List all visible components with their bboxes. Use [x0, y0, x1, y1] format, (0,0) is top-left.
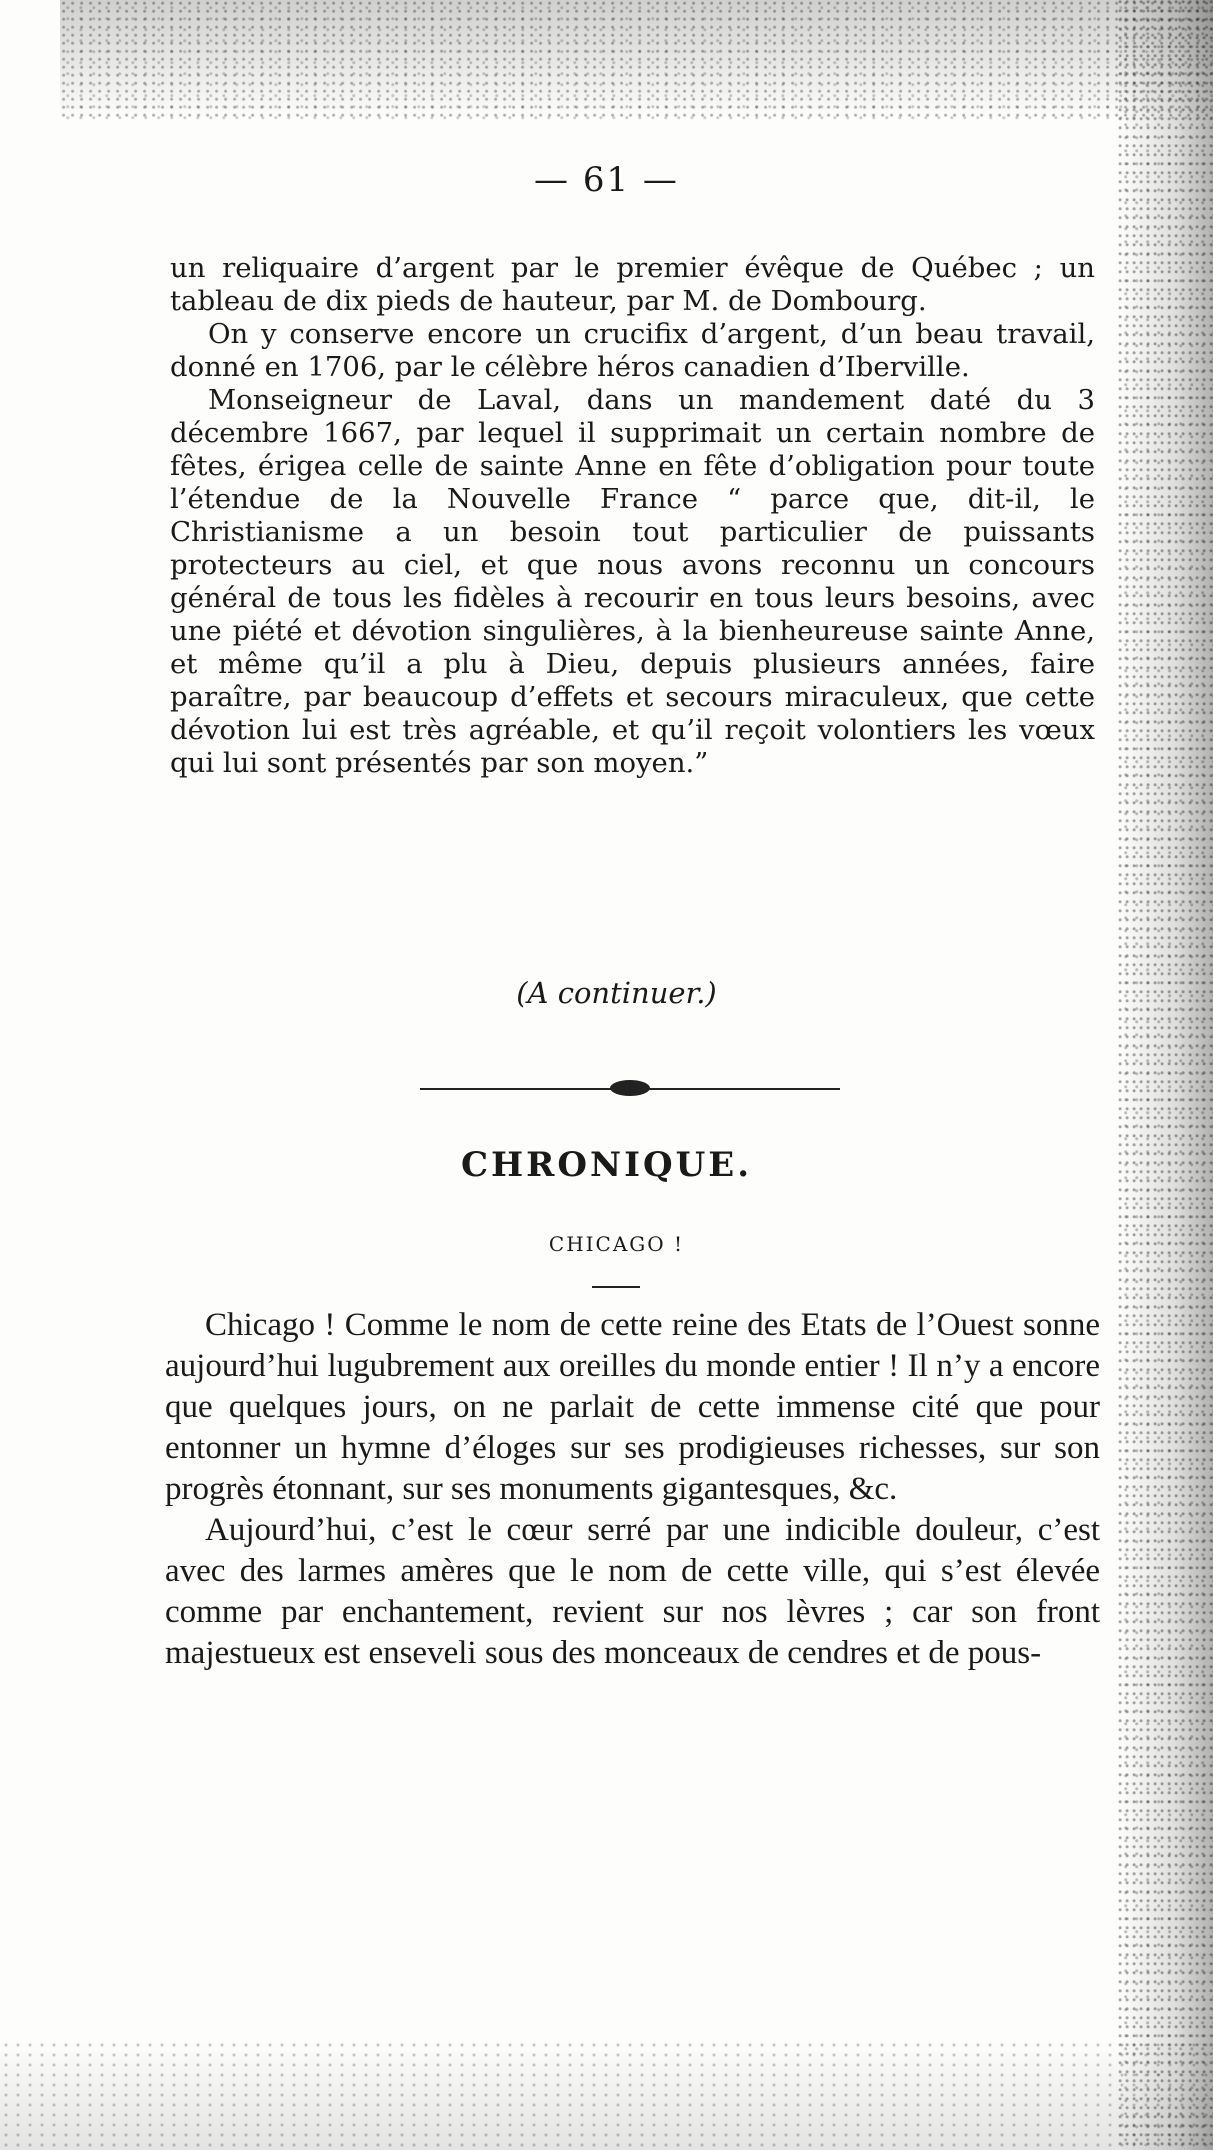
- page-number: — 61 —: [534, 160, 679, 200]
- divider-ornament-icon: [610, 1080, 650, 1096]
- paragraph-crucifix: On y conserve encore un crucifix d’argent, d’un beau travail, donné en 1706, par le célèbre héros canadien d’Iberville.: [170, 318, 1095, 383]
- scan-noise-top: [60, 0, 1213, 120]
- article-continuation: [170, 252, 1095, 780]
- paragraph-chicago: Chicago ! Comme le nom de cette reine des Etats de l’Ouest sonne aujourd’hui lugubrement aux oreilles du monde entier ! Il n’y a encore que quelques jours, on ne parlait de cette immense cité que pour entonner un hymne d’éloges sur ses prodigieuses richesses, sur son progrès étonnant, sur ses monuments gigantesques, &c.: [165, 1307, 1100, 1507]
- chronique-article: [165, 1305, 1100, 1674]
- article-subtitle: CHICAGO !: [548, 1232, 685, 1256]
- paragraph-aujourdhui: Aujourd’hui, c’est le cœur serré par une indicible douleur, c’est avec des larmes amères que le nom de cette ville, qui s’est élevée comme par enchantement, revient sur nos lèvres ; car son front majestueux est enseveli sous des monceaux de cendres et de pous-: [165, 1512, 1100, 1671]
- scan-noise-right: [1118, 0, 1213, 2150]
- paragraph-reliquaire: un reliquaire d’argent par le premier évêque de Québec ; un tableau de dix pieds de hauteur, par M. de Dombourg.: [170, 252, 1095, 317]
- subtitle-divider: [592, 1286, 640, 1288]
- section-title: CHRONIQUE.: [460, 1145, 753, 1185]
- paragraph-laval: Monseigneur de Laval, dans un mandement daté du 3 décembre 1667, par lequel il supprimait un certain nombre de fêtes, érigea celle de sainte Anne en fête d’obligation pour toute l’étendue de la Nouvelle France “ parce que, dit-il, le Christianisme a un besoin tout particulier de puissants protecteurs au ciel, et que nous avons reconnu un concours général de tous les fidèles à recourir en tous leurs besoins, avec une piété et dévotion singulières, à la bienheureuse sainte Anne, et même qu’il a plu à Dieu, depuis plusieurs années, faire paraître, par beaucoup d’effets et secours miraculeux, que cette dévotion lui est très agréable, et qu’il reçoit volontiers les vœux qui lui sont présentés par son moyen.”: [170, 384, 1095, 779]
- to-be-continued: (A continuer.): [516, 976, 717, 1010]
- scan-noise-bottom: [0, 2040, 1213, 2150]
